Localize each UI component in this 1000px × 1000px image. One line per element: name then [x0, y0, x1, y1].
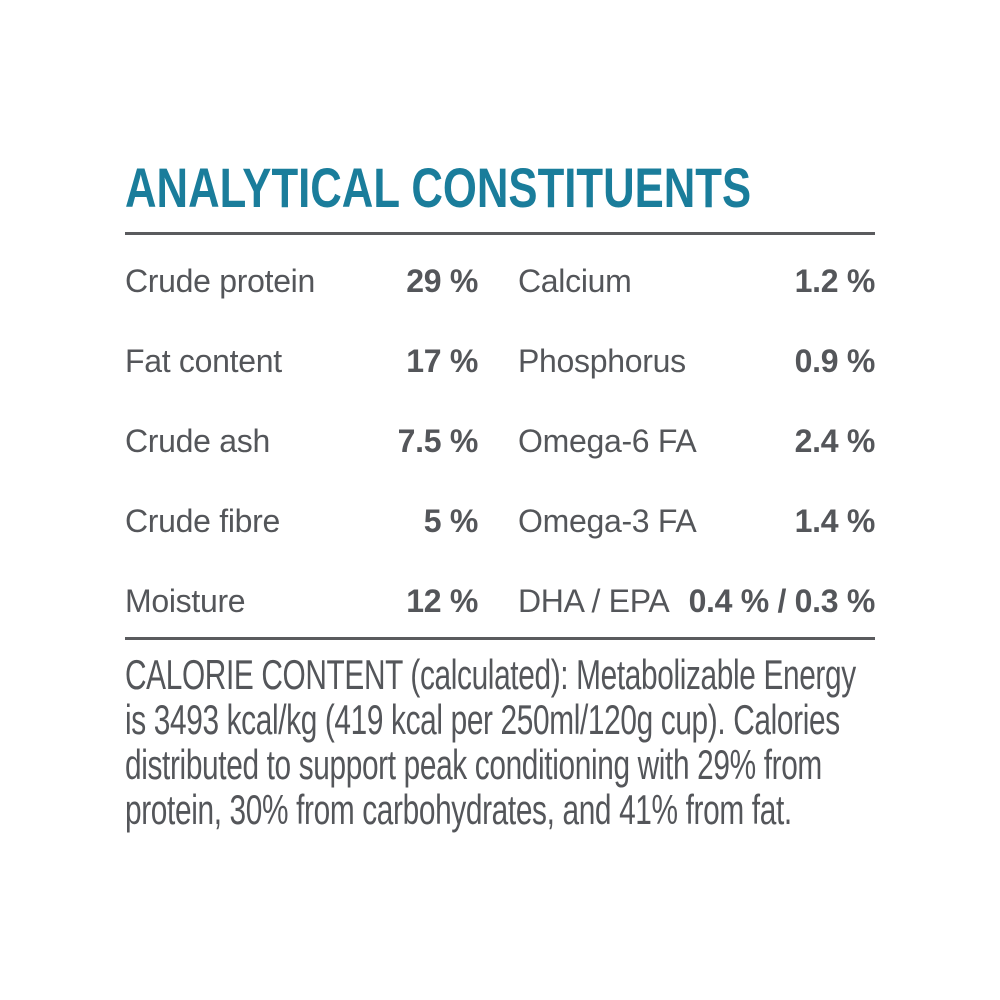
nutrient-row: [125, 481, 875, 561]
nutrient-pair: [125, 343, 478, 380]
nutrient-pair: [125, 263, 478, 300]
nutrient-pair: [518, 423, 875, 460]
page-title: ANALYTICAL CONSTITUENTS: [125, 156, 752, 219]
nutrient-value: 0.4 % / 0.3 %: [688, 582, 875, 619]
nutrient-value: 29 %: [406, 262, 478, 299]
nutrient-label: Calcium: [518, 262, 632, 299]
analytical-table: [125, 241, 875, 641]
nutrient-pair: [518, 583, 875, 620]
nutrient-row: [125, 241, 875, 321]
nutrient-value: 12 %: [406, 582, 478, 619]
divider-top: [125, 232, 875, 235]
nutrient-pair: [518, 503, 875, 540]
nutrient-label: DHA / EPA: [518, 582, 670, 619]
nutrient-label: Crude fibre: [125, 502, 280, 539]
nutrient-pair: [518, 263, 875, 300]
nutrient-value: 2.4 %: [794, 422, 875, 459]
calorie-content-paragraph: [125, 652, 875, 832]
nutrient-row: [125, 321, 875, 401]
nutrient-pair: [518, 343, 875, 380]
calorie-text-line: is 3493 kcal/kg (419 kcal per 250ml/120g cup). Calories: [125, 696, 840, 743]
nutrient-value: 7.5 %: [397, 422, 478, 459]
calorie-text-line: distributed to support peak conditioning with 29% from: [125, 741, 822, 788]
nutrient-pair: [125, 503, 478, 540]
nutrient-value: 1.4 %: [794, 502, 875, 539]
nutrient-label: Crude protein: [125, 262, 315, 299]
nutrient-value: 17 %: [406, 342, 478, 379]
nutrient-label: Omega-6 FA: [518, 422, 697, 459]
calorie-text-line: protein, 30% from carbohydrates, and 41% from fat.: [125, 786, 792, 833]
nutrient-pair: [125, 423, 478, 460]
nutrient-label: Moisture: [125, 582, 246, 619]
nutrient-label: Crude ash: [125, 422, 270, 459]
nutrient-value: 0.9 %: [794, 342, 875, 379]
nutrient-row: [125, 401, 875, 481]
nutrient-label: Omega-3 FA: [518, 502, 697, 539]
nutrient-row: [125, 561, 875, 641]
nutrient-value: 1.2 %: [794, 262, 875, 299]
calorie-text-line: CALORIE CONTENT (calculated): Metabolizable Energy: [125, 651, 856, 698]
nutrient-label: Fat content: [125, 342, 282, 379]
nutrient-label: Phosphorus: [518, 342, 686, 379]
divider-bottom: [125, 637, 875, 640]
nutrient-pair: [125, 583, 478, 620]
label-content: [125, 156, 875, 833]
nutrient-value: 5 %: [423, 502, 478, 539]
